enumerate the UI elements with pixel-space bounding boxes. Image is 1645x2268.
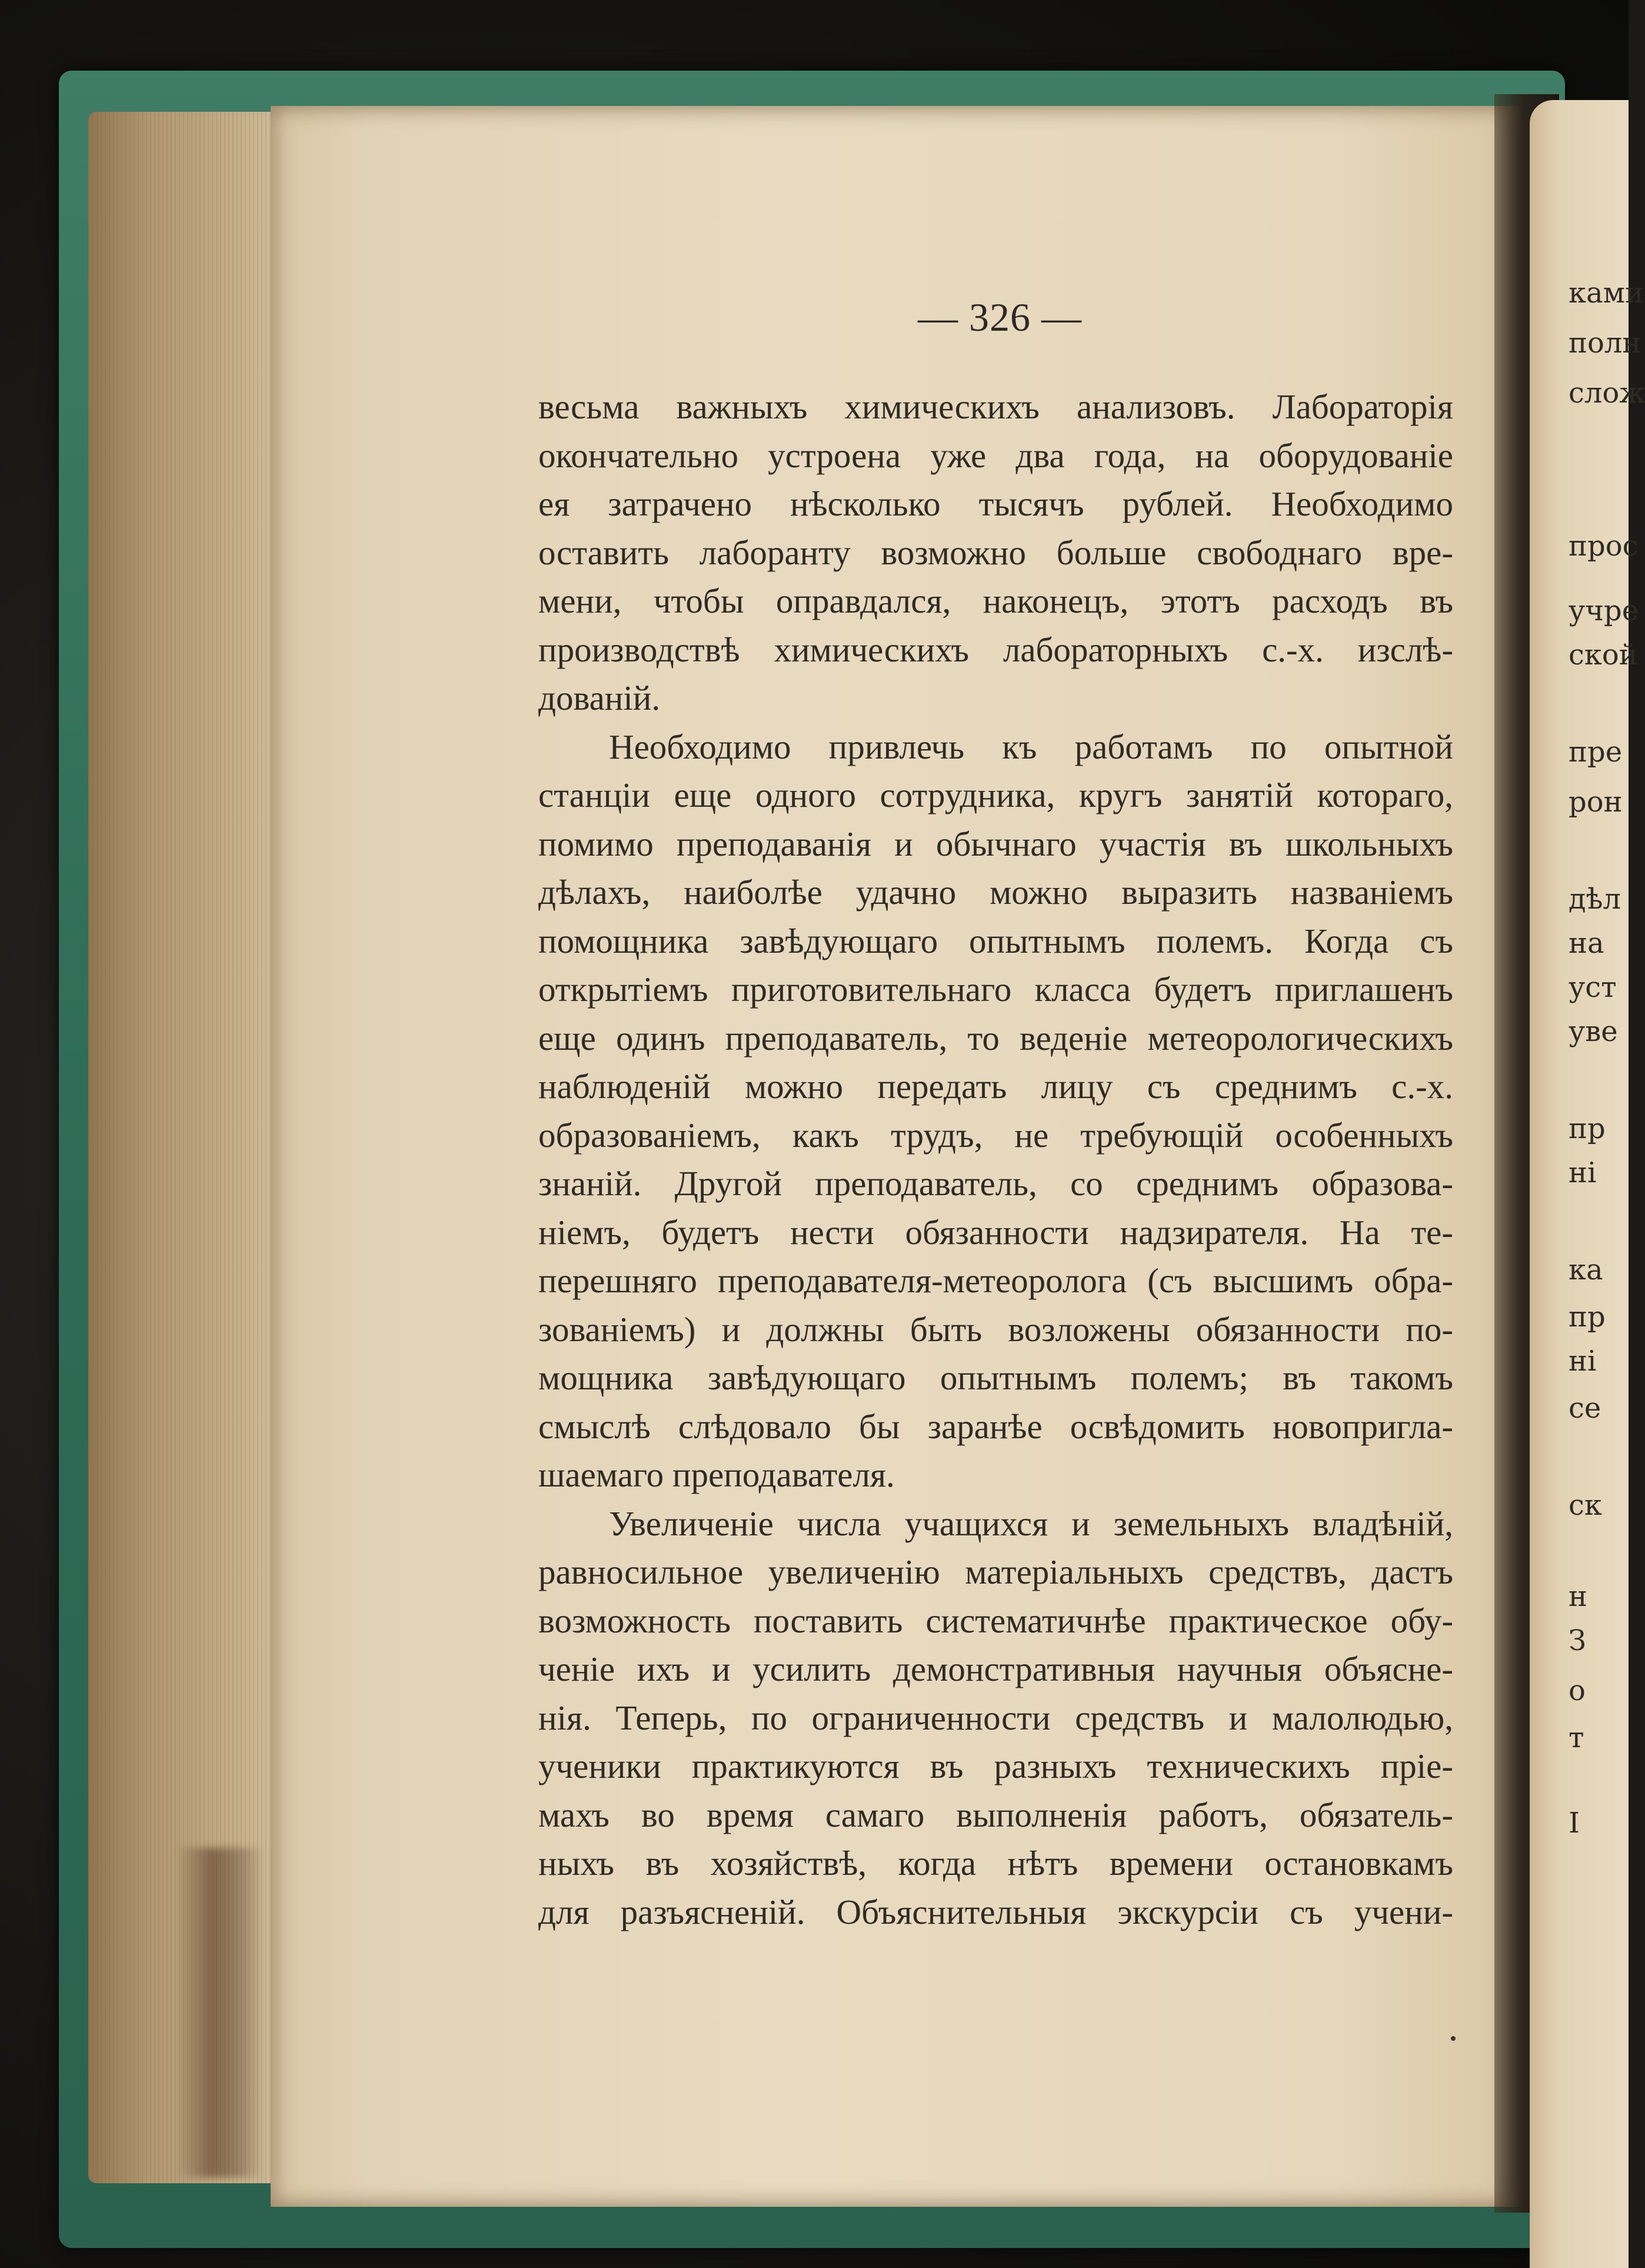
facing-page-fragment: дѣл [1569, 883, 1621, 916]
facing-page-fragment: прос [1569, 530, 1639, 563]
text-line: наблюденій можно передать лицу съ среднимъ с.-х. [538, 1067, 1453, 1106]
text-line: ніемъ, будетъ нести обязанности надзирателя. На те- [538, 1212, 1453, 1252]
facing-page-fragment: учре [1569, 594, 1639, 627]
text-line: для разъясненій. Объяснительныя экскурсіи съ учени- [538, 1892, 1453, 1931]
text-line: еще одинъ преподаватель, то веденіе метеорологическихъ [538, 1018, 1453, 1057]
facing-page-fragment: З [1569, 1624, 1586, 1657]
page-edges [88, 112, 282, 2183]
text-line: окончательно устроена уже два года, на оборудованіе [538, 435, 1453, 475]
facing-page-fragment: се [1569, 1392, 1601, 1425]
facing-page-fragment: на [1569, 927, 1604, 960]
text-line: ученики практикуются въ разныхъ техническихъ пріе- [538, 1747, 1453, 1785]
facing-page-fragment: уве [1569, 1015, 1618, 1048]
text-line: дованій. [538, 679, 661, 717]
text-line: нія. Теперь, по ограниченности средствъ и малолюдью, [538, 1698, 1453, 1737]
text-line: станціи еще одного сотрудника, кругъ занятій котораго, [538, 776, 1453, 814]
page-number: — 326 — [918, 295, 1082, 340]
text-line: Увеличеніе числа учащихся и земельныхъ владѣній, [609, 1504, 1453, 1543]
text-line: равносильное увеличенію матеріальныхъ средствъ, дастъ [538, 1552, 1453, 1591]
facing-page-fragment: о [1569, 1674, 1586, 1707]
facing-page-fragment: уст [1569, 971, 1617, 1004]
facing-page-fragment: ск [1569, 1489, 1602, 1522]
text-line: помимо преподаванія и обычнаго участія въ школьныхъ [538, 824, 1453, 863]
stain-mark [177, 1848, 265, 2177]
text-line: мощника завѣдующаго опытнымъ полемъ; въ такомъ [538, 1358, 1453, 1397]
text-line: мени, чтобы оправдался, наконецъ, этотъ расходъ въ [538, 581, 1453, 620]
facing-page-fragment: пр [1569, 1301, 1606, 1333]
facing-page-fragment: т [1569, 1721, 1584, 1754]
facing-page-fragment: полн [1569, 327, 1641, 360]
facing-page-fragment: рон [1569, 786, 1623, 819]
facing-page-fragment: ками [1569, 277, 1644, 310]
text-line: открытіемъ приготовительнаго класса будетъ приглашенъ [538, 970, 1453, 1009]
ink-dot [1451, 2036, 1456, 2041]
facing-page-fragment: ні [1569, 1345, 1597, 1378]
text-line: знаній. Другой преподаватель, со среднимъ образова- [538, 1164, 1453, 1203]
text-line: махъ во время самаго выполненія работъ, обязатель- [538, 1795, 1453, 1834]
text-line: весьма важныхъ химическихъ анализовъ. Лабораторія [538, 387, 1453, 426]
facing-page-fragment: н [1569, 1580, 1587, 1613]
text-line: оставить лаборанту возможно больше свободнаго вре- [538, 533, 1453, 572]
text-line: смыслѣ слѣдовало бы заранѣе освѣдомить новопригла- [538, 1406, 1453, 1446]
facing-page-fragment: ской [1569, 639, 1638, 671]
text-line: дѣлахъ, наиболѣе удачно можно выразить названіемъ [538, 873, 1453, 912]
text-line: производствѣ химическихъ лабораторныхъ с.-х. изслѣ- [538, 630, 1453, 669]
text-line: возможность поставить систематичнѣе практическое обу- [538, 1601, 1453, 1640]
facing-page [1530, 100, 1645, 2268]
facing-page-fragment: пре [1569, 736, 1623, 769]
facing-page-fragment: І [1569, 1807, 1580, 1840]
text-line: образованіемъ, какъ трудъ, не требующій особенныхъ [538, 1115, 1453, 1155]
facing-page-fragment: ні [1569, 1156, 1597, 1189]
text-line: ченіе ихъ и усилить демонстративныя научныя объясне- [538, 1650, 1453, 1688]
page-text [538, 383, 1453, 1936]
text-line: перешняго преподавателя-метеоролога (съ высшимъ обра- [538, 1261, 1453, 1300]
text-line: зованіемъ) и должны быть возложены обязанности по- [538, 1309, 1453, 1349]
facing-page-fragment: слож [1569, 377, 1645, 410]
facing-page-fragment: пр [1569, 1112, 1606, 1145]
text-line: Необходимо привлечь къ работамъ по опытной [609, 727, 1453, 766]
text-line: ея затрачено нѣсколько тысячъ рублей. Необходимо [538, 484, 1453, 523]
text-line: ныхъ въ хозяйствѣ, когда нѣтъ времени остановкамъ [538, 1844, 1453, 1883]
text-line: шаемаго преподавателя. [538, 1455, 895, 1494]
facing-page-fragment: ка [1569, 1253, 1603, 1286]
text-line: помощника завѣдующаго опытнымъ полемъ. Когда съ [538, 921, 1453, 960]
